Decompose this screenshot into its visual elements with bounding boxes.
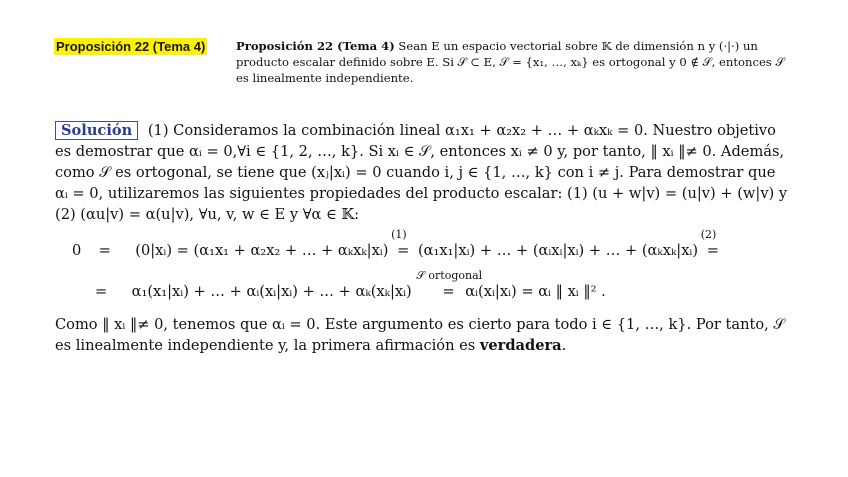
equation-step-2-label: (2) <box>700 228 717 241</box>
equation-equals: = <box>98 242 111 259</box>
conclusion-end: . <box>561 337 567 354</box>
equation-lhs: 0 <box>72 242 82 259</box>
equation-1-part-2: (α₁x₁|xᵢ) + … + (αᵢxᵢ|xᵢ) + … + (αₖxₖ|xᵢ) <box>417 242 699 259</box>
equation-2-part-1: α₁(x₁|xᵢ) + … + αᵢ(xᵢ|xᵢ) + … + αₖ(xₖ|xᵢ) <box>131 283 412 300</box>
equation-ortho-step: = 𝒮 ortogonal <box>416 269 483 300</box>
conclusion-text: Como ‖ xᵢ ‖≠ 0, tenemos que αᵢ = 0. Este argumento es cierto para todo i ∈ {1, …, k}. Por tanto, 𝒮 es linealmente independiente y, la primera afirmación es <box>55 316 785 354</box>
solution-paragraph <box>55 120 790 225</box>
equation-line-1 <box>72 228 723 259</box>
equation-step-1: = (1) <box>391 228 410 259</box>
equation-1-part-1: (0|xᵢ) = (α₁x₁ + α₂x₂ + … + αₖxₖ|xᵢ) <box>135 242 389 259</box>
equation-2-equals: = <box>95 283 108 300</box>
equation-step-1-label: (1) <box>391 228 407 241</box>
proposition-tag-label: Proposición 22 (Tema 4) <box>56 39 206 54</box>
proposition-statement <box>236 38 796 86</box>
statement-title: Proposición 22 (Tema 4) <box>236 39 395 53</box>
solution-text: (1) Consideramos la combinación lineal α₁x₁ + α₂x₂ + … + αₖxₖ = 0. Nuestro objetivo es demostrar que αᵢ = 0,∀i ∈ {1, 2, …, k}. Si xᵢ ∈ 𝒮, entonces xᵢ ≠ 0 y, por tanto, ‖ xᵢ ‖≠ 0. Además, como 𝒮 es ortogonal, se tiene que (xⱼ|xᵢ) = 0 cuando i, j ∈ {1, …, k} con i ≠ j. Para demostrar que αᵢ = 0, utilizaremos las siguientes propiedades del producto escalar: (1) (u + w|v) = (u|v) + (w|v) y (2) (αu|v) = α(u|v), ∀u, v, w ∈ E y ∀α ∈ 𝕂: <box>55 122 788 223</box>
equation-step-2: = (2) <box>700 228 719 259</box>
conclusion-paragraph <box>55 314 795 356</box>
conclusion-emphasis: verdadera <box>479 337 562 354</box>
equation-line-2 <box>95 269 606 300</box>
solution-badge: Solución <box>55 121 138 140</box>
statement-text: Sean E un espacio vectorial sobre 𝕂 de dimensión n y (·|·) un producto escalar definido sobre E. Si 𝒮 ⊂ E, 𝒮 = {x₁, …, xₖ} es ortogonal y 0 ∉ 𝒮, entonces 𝒮 es linealmente independiente. <box>236 39 785 85</box>
proposition-tag <box>54 38 207 55</box>
equation-2-part-2: αᵢ(xᵢ|xᵢ) = αᵢ ‖ xᵢ ‖² . <box>465 283 606 300</box>
equation-ortho-label: 𝒮 ortogonal <box>416 269 483 282</box>
